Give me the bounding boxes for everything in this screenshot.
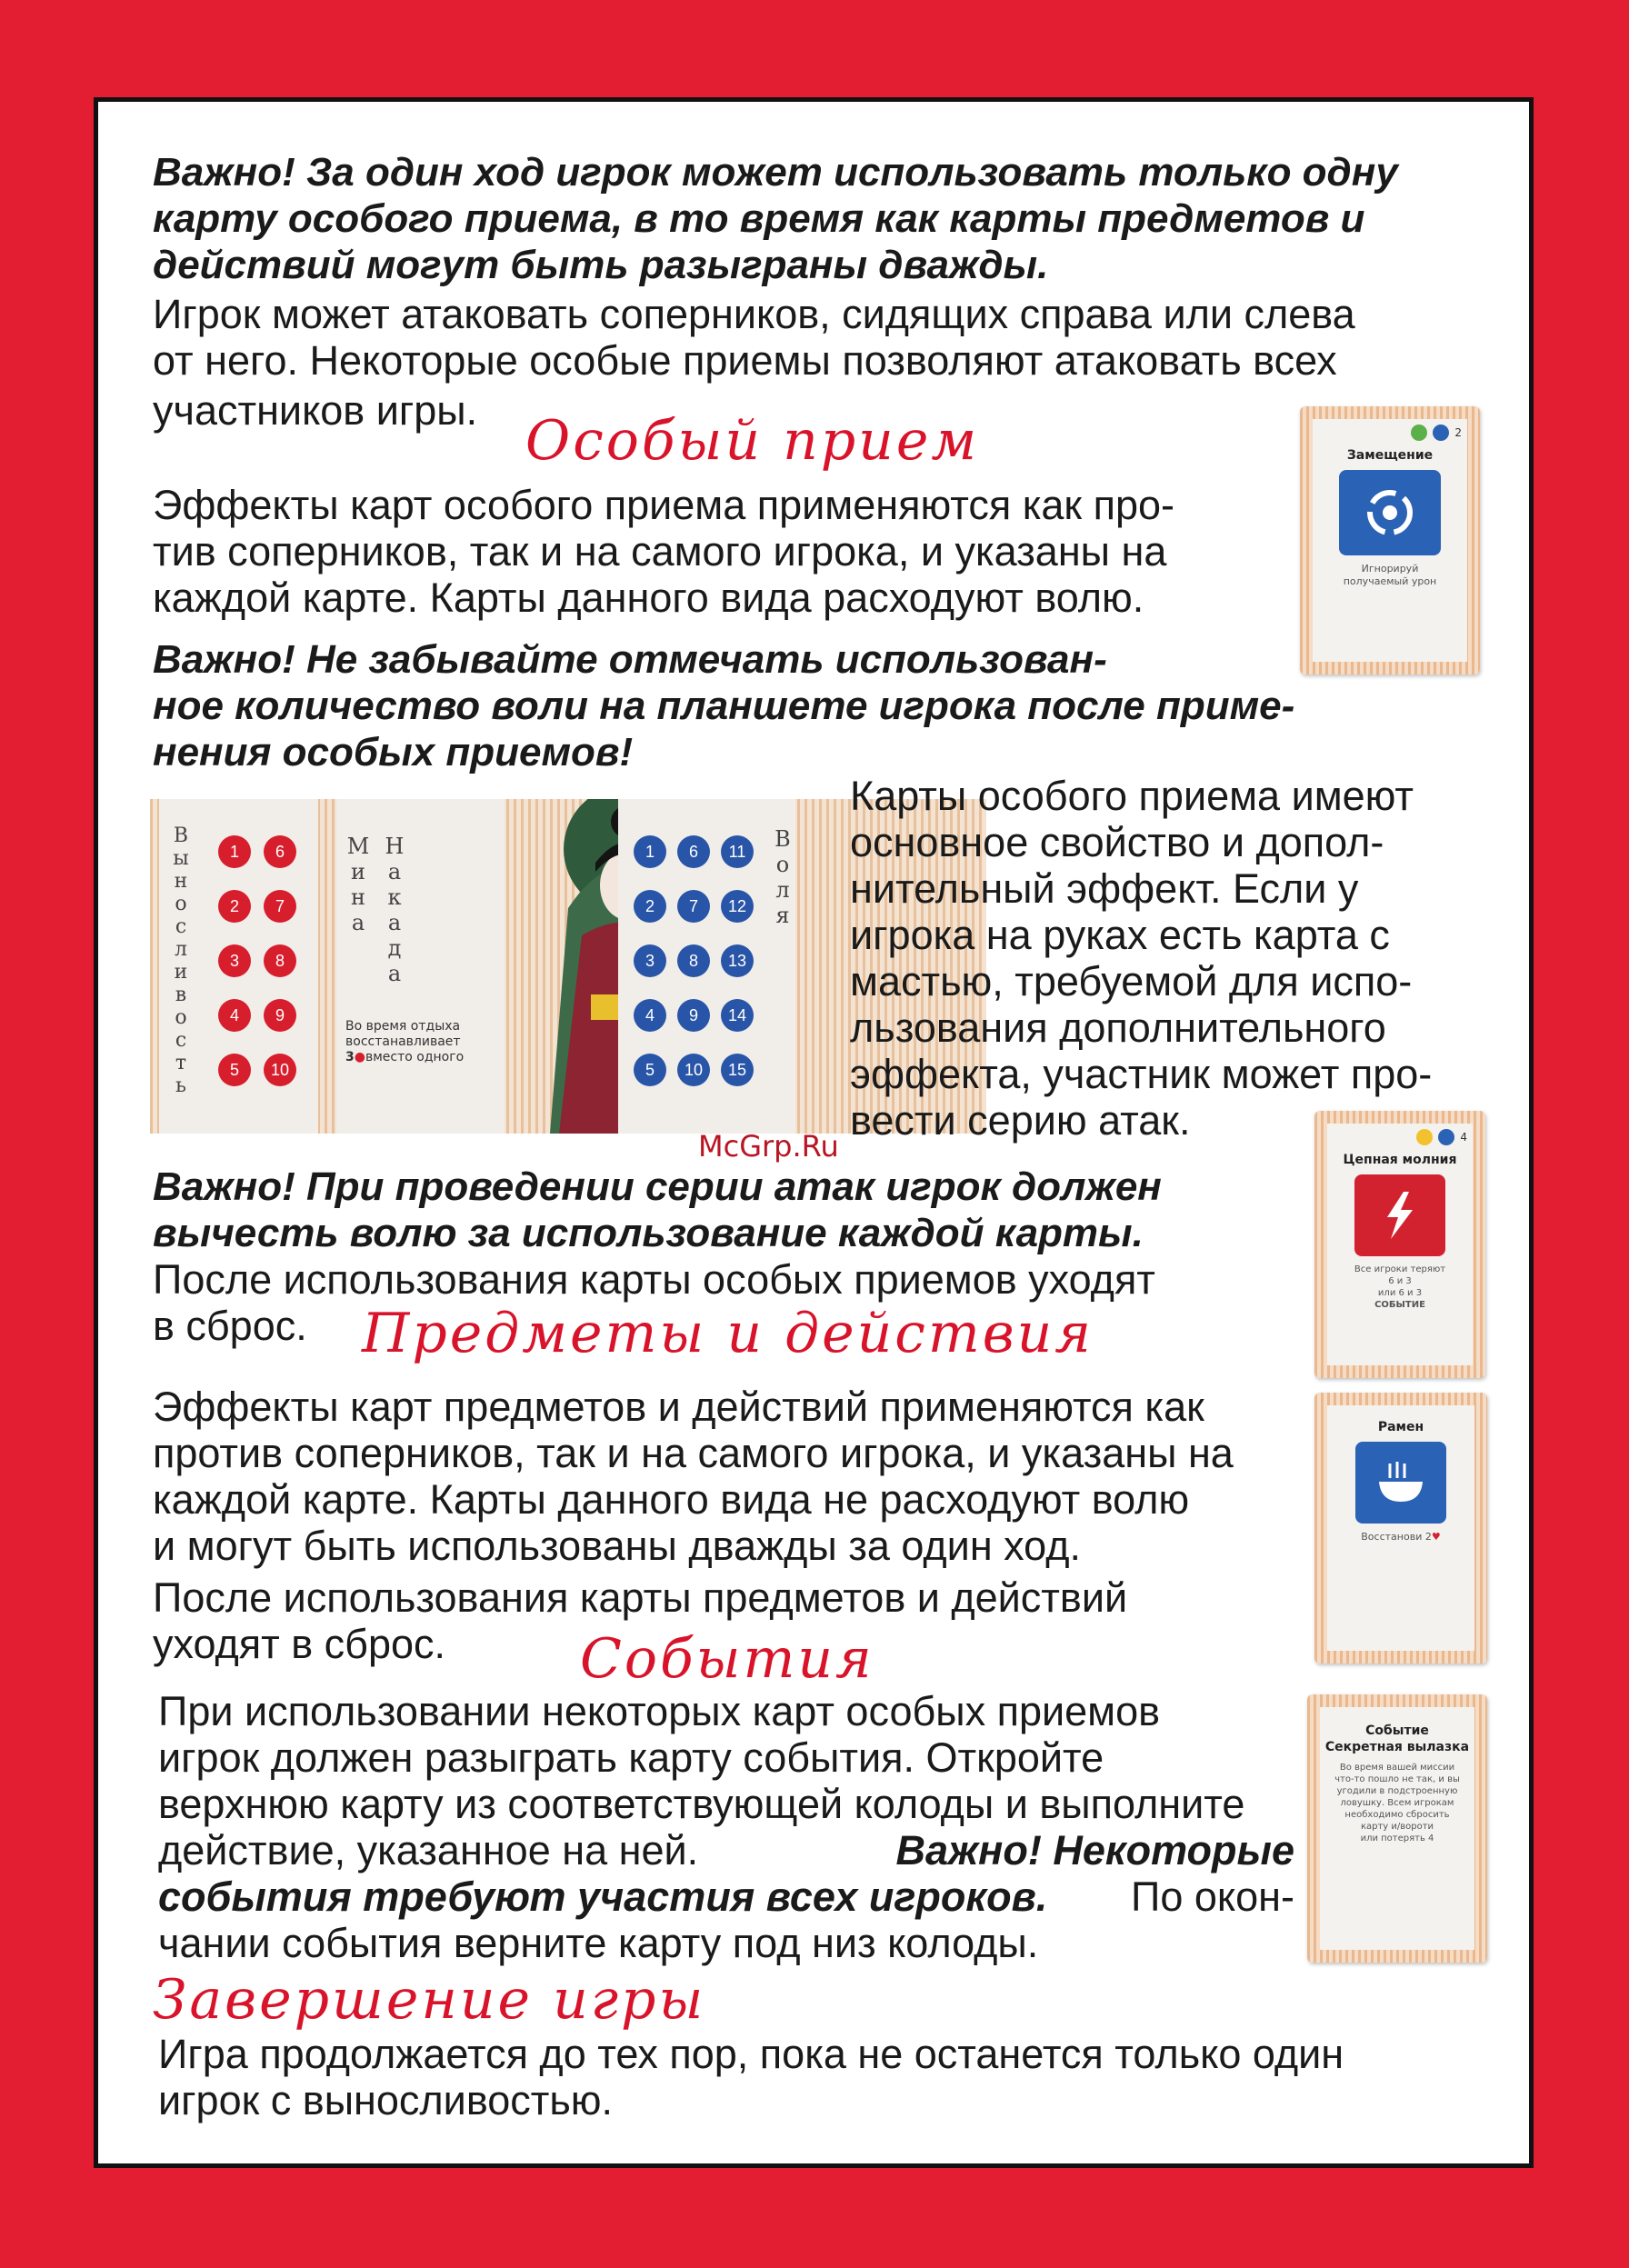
text-line: игрок должен разыграть карту события. Откройте xyxy=(158,1734,1104,1781)
bold-line: вычесть волю за использование каждой карты. xyxy=(153,1211,1144,1255)
card-chain-lightning xyxy=(1314,1111,1485,1378)
text-line: каждой карте. Карты данного вида расходуют волю. xyxy=(153,574,1144,621)
intro-line: от него. Некоторые особые приемы позволяют атаковать всех xyxy=(153,337,1337,384)
text-line: игрок с выносливостью. xyxy=(158,2077,614,2123)
intro-line: участников игры. xyxy=(153,387,478,434)
stamina-circle: 8 xyxy=(264,944,296,977)
text-line: уходят в сброс. xyxy=(153,1621,446,1667)
end-text xyxy=(158,2031,1476,2123)
heart-icon: ♥ xyxy=(1431,1531,1441,1543)
will-circle: 3 xyxy=(634,944,666,977)
desc-line: СОБЫТИЕ xyxy=(1374,1300,1425,1310)
desc-line: карту и/вороти xyxy=(1360,1822,1434,1832)
will-circle: 8 xyxy=(677,944,710,977)
text-line: льзования дополнительного xyxy=(850,1004,1386,1051)
stamina-circle: 2 xyxy=(218,890,251,923)
leaf-icon xyxy=(1411,425,1427,441)
text-line: тив соперников, так и на самого игрока, и указаны на xyxy=(153,528,1167,574)
card-subtitle: Секретная вылазка xyxy=(1324,1740,1470,1754)
will-circle: 13 xyxy=(721,944,754,977)
rest-text: Во время отдыха восстанавливает 3●вместо одного xyxy=(345,1019,500,1065)
will-circle: 6 xyxy=(677,835,710,868)
card-cost xyxy=(1411,425,1462,441)
card-desc xyxy=(1334,1762,1460,1844)
stamina-circle: 9 xyxy=(264,999,296,1032)
cost-value: 4 xyxy=(1460,1131,1467,1144)
stamina-circle: 5 xyxy=(218,1054,251,1086)
page xyxy=(94,97,1534,2168)
bold-line: ное количество воли на планшете игрока после приме- xyxy=(153,684,1295,728)
text-line xyxy=(158,1873,1294,1920)
will-label: В о л я xyxy=(775,826,791,928)
will-circle: 1 xyxy=(634,835,666,868)
text-line: эффекта, участник может про- xyxy=(850,1051,1433,1097)
name-last: Н а к а д а xyxy=(385,834,405,986)
rest-line: восстанавливает xyxy=(345,1034,461,1049)
text-line: каждой карте. Карты данного вида не расходуют волю xyxy=(153,1476,1190,1523)
desc-text: Восстанови 2 xyxy=(1361,1531,1432,1543)
text-line: и могут быть использованы дважды за один ход. xyxy=(153,1523,1081,1569)
stamina-circle: 6 xyxy=(264,835,296,868)
bold-line: Важно! При проведении серии атак игрок должен xyxy=(153,1164,1162,1209)
text-line: чании события верните карту под низ колоды. xyxy=(158,1920,1039,1966)
desc-line: угодили в подстроенную xyxy=(1336,1786,1458,1796)
text-line: в сброс. xyxy=(153,1303,307,1349)
card-replacement xyxy=(1300,406,1480,674)
will-icon xyxy=(1433,425,1449,441)
desc-line: Все игроки теряют xyxy=(1354,1264,1446,1274)
special-para2 xyxy=(850,773,1486,1144)
card-cost xyxy=(1416,1129,1467,1145)
card-desc xyxy=(1361,1531,1440,1544)
bold-line: нения особых приемов! xyxy=(153,730,634,774)
will-circle: 5 xyxy=(634,1054,666,1086)
card-title: Цепная молния xyxy=(1343,1153,1457,1167)
text-span: действие, указанное на ней. xyxy=(158,1827,699,1873)
bold-span: события требуют участия всех игроков. xyxy=(158,1873,1048,1920)
text-line: нительный эффект. Если у xyxy=(850,865,1359,912)
rest-number: 3 xyxy=(345,1050,355,1064)
will-circle: 4 xyxy=(634,999,666,1032)
stamina-circle: 7 xyxy=(264,890,296,923)
stamina-circle: 1 xyxy=(218,835,251,868)
rest-line: Во время отдыха xyxy=(345,1019,461,1034)
stamina-circle: 4 xyxy=(218,999,251,1032)
bold-line: Важно! Не забывайте отмечать использован- xyxy=(153,637,1107,682)
bowl-icon xyxy=(1355,1442,1446,1524)
heading-items: Предметы и действия xyxy=(362,1302,1094,1365)
lightning-suit-icon xyxy=(1416,1129,1433,1145)
text-line: верхнюю карту из соответствующей колоды и выполните xyxy=(158,1781,1245,1827)
text-line: После использования карты особых приемов уходят xyxy=(153,1256,1155,1303)
lightning-icon xyxy=(1354,1174,1445,1256)
will-circle: 9 xyxy=(677,999,710,1032)
text-line: После использования карты предметов и действий xyxy=(153,1574,1128,1621)
desc-line: что-то пошло не так, и вы xyxy=(1334,1774,1460,1784)
intro-bold-line: карту особого приема, в то время как карты предметов и xyxy=(153,196,1365,241)
rest-line: вместо одного xyxy=(365,1050,465,1064)
desc-line: или 6 и 3 xyxy=(1377,1288,1423,1298)
watermark: McGrp.Ru xyxy=(698,1129,839,1164)
card-face xyxy=(1327,1405,1474,1651)
desc-line: Во время вашей миссии xyxy=(1339,1763,1455,1773)
will-circle: 15 xyxy=(721,1054,754,1086)
stamina-circle: 10 xyxy=(264,1054,296,1086)
card-face xyxy=(1320,1707,1474,1950)
desc-line: получаемый урон xyxy=(1343,575,1437,587)
heading-special: Особый прием xyxy=(525,409,980,473)
will-circle: 11 xyxy=(721,835,754,868)
will-circle: 14 xyxy=(721,999,754,1032)
will-circle: 2 xyxy=(634,890,666,923)
text-line: мастью, требуемой для испо- xyxy=(850,958,1413,1004)
will-circle: 10 xyxy=(677,1054,710,1086)
text-line: При использовании некоторых карт особых приемов xyxy=(158,1688,1161,1734)
stamina-label: В ы н о с л и в о с т ь xyxy=(173,824,189,1097)
intro-line: Игрок может атаковать соперников, сидящих справа или слева xyxy=(153,291,1355,337)
card-title: Событие xyxy=(1365,1723,1429,1738)
name-first: М и н а xyxy=(346,834,370,935)
card-event xyxy=(1307,1694,1487,1963)
will-icon xyxy=(1438,1129,1454,1145)
will-circle: 12 xyxy=(721,890,754,923)
text-line: вести серию атак. xyxy=(850,1097,1191,1144)
intro-bold-line: действий могут быть разыграны дважды. xyxy=(153,243,1049,287)
intro-bold xyxy=(153,149,1489,288)
special-para1 xyxy=(153,482,1225,621)
desc-line: или потерять 4 xyxy=(1360,1833,1434,1843)
text-line xyxy=(158,1827,1294,1873)
desc-line: Игнорируй xyxy=(1361,563,1419,574)
text-line: Игра продолжается до тех пор, пока не останется только один xyxy=(158,2031,1344,2077)
cost-value: 2 xyxy=(1454,426,1462,439)
stamina-circle: 3 xyxy=(218,944,251,977)
desc-line: необходимо сбросить xyxy=(1344,1810,1450,1820)
will-circle: 7 xyxy=(677,890,710,923)
heading-events: События xyxy=(580,1627,874,1691)
events-text xyxy=(158,1688,1294,1966)
card-title: Замещение xyxy=(1346,448,1434,463)
items-para1 xyxy=(153,1384,1291,1569)
desc-line: 6 и 3 xyxy=(1388,1276,1412,1286)
text-line: игрока на руках есть карта с xyxy=(850,912,1390,958)
text-line: Карты особого приема имеют xyxy=(850,773,1414,819)
intro-bold-line: Важно! За один ход игрок может использовать только одну xyxy=(153,150,1398,195)
text-line: основное свойство и допол- xyxy=(850,819,1384,865)
special-bold2 xyxy=(153,1164,1273,1256)
text-line: Эффекты карт предметов и действий применяются как xyxy=(153,1384,1204,1430)
text-span: По окон- xyxy=(1131,1873,1294,1920)
text-line: против соперников, так и на самого игрока, и указаны на xyxy=(153,1430,1234,1476)
heading-end: Завершение игры xyxy=(153,1968,706,2032)
card-desc xyxy=(1344,563,1437,588)
card-title: Рамен xyxy=(1377,1420,1424,1434)
card-face xyxy=(1327,1124,1473,1365)
card-face xyxy=(1313,419,1467,662)
card-ramen xyxy=(1314,1393,1487,1664)
bold-span: Важно! Некоторые xyxy=(895,1827,1294,1873)
text-line: Эффекты карт особого приема применяются как про- xyxy=(153,482,1175,528)
desc-line: ловушку. Всем игрокам xyxy=(1340,1798,1454,1808)
special-bold xyxy=(153,636,1489,775)
swirl-icon xyxy=(1339,470,1441,555)
card-desc xyxy=(1354,1264,1445,1311)
